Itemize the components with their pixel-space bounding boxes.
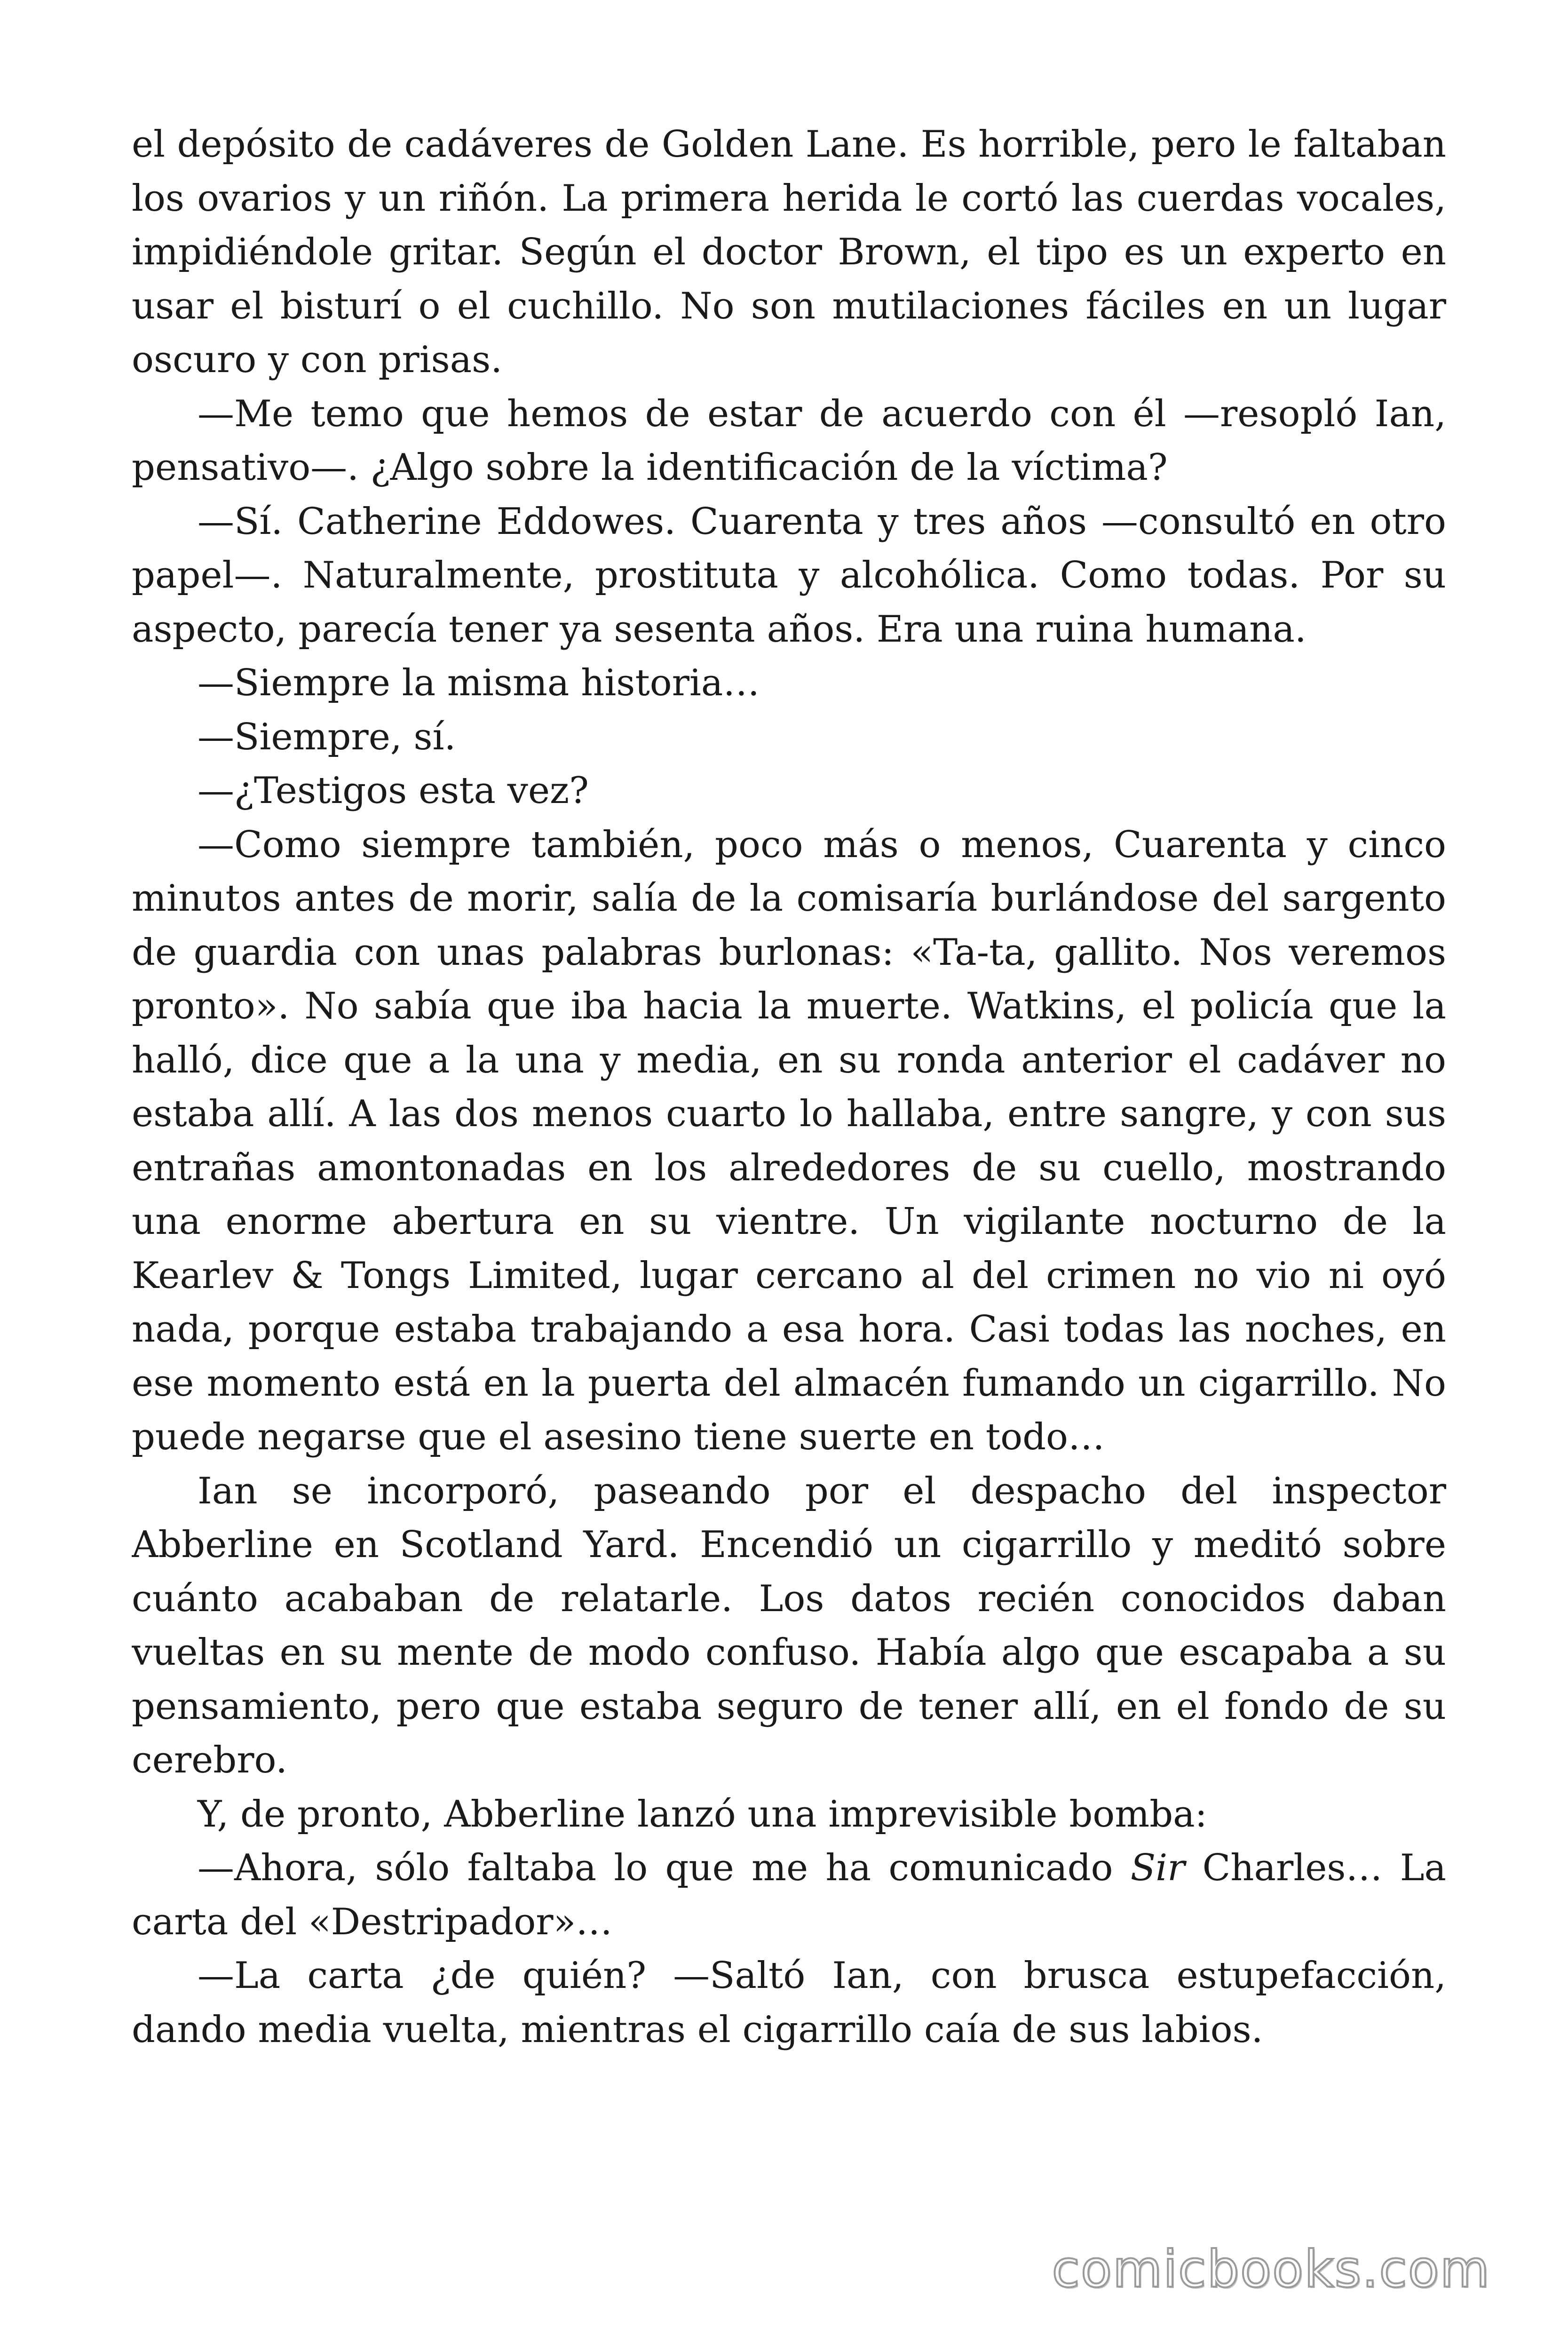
paragraph <box>132 118 1446 387</box>
paragraph <box>132 818 1446 1464</box>
page-text-body <box>132 118 1446 2057</box>
paragraph <box>132 1788 1446 1842</box>
paragraph-text: el depósito de cadáveres de Golden Lane. Es horrible, pero le faltaban los ovarios y un riñón. La primera herida le cortó las cuerdas vocales, impidiéndole gritar. Según el doctor Brown, el tipo es un experto en usar el bisturí o el cuchillo. No son mutilaciones fáciles en un lugar oscuro y con prisas. <box>132 123 1446 381</box>
paragraph-text: Y, de pronto, Abberline lanzó una imprevisible bomba: <box>198 1793 1207 1836</box>
paragraph <box>132 387 1446 495</box>
paragraph <box>132 764 1446 818</box>
paragraph-text: —Me temo que hemos de estar de acuerdo con él —resopló Ian, pensativo—. ¿Algo sobre la identificación de la víctima? <box>132 392 1446 489</box>
paragraph-text: —Como siempre también, poco más o menos, Cuarenta y cinco minutos antes de morir, salía de la comisaría burlándose del sargento de guardia con unas palabras burlonas: «Ta-ta, gallito. Nos veremos pronto». No sabía que iba hacia la muerte. Watkins, el policía que la halló, dice que a la una y media, en su ronda anterior el cadáver no estaba allí. A las dos menos cuarto lo hallaba, entre sangre, y con sus entrañas amontonadas en los alrededores de su cuello, mostrando una enorme abertura en su vientre. Un vigilante nocturno de la Kearlev & Tongs Limited, lugar cercano al del crimen no vio ni oyó nada, porque estaba trabajando a esa hora. Casi todas las noches, en ese momento está en la puerta del almacén fumando un cigarrillo. No puede negarse que el asesino tiene suerte en todo… <box>132 823 1446 1458</box>
paragraph-text: Charles… La carta del «Destripador»… <box>132 1847 1446 1943</box>
book-page <box>132 118 1446 2211</box>
paragraph <box>132 710 1446 764</box>
paragraph <box>132 495 1446 657</box>
italic-text: Sir <box>1130 1847 1185 1889</box>
paragraph <box>132 1949 1446 2057</box>
paragraph-text: —La carta ¿de quién? —Saltó Ian, con brusca estupefacción, dando media vuelta, mientras el cigarrillo caía de sus labios. <box>132 1955 1446 2051</box>
paragraph-text: —¿Testigos esta vez? <box>198 770 589 812</box>
paragraph-text: —Siempre, sí. <box>198 715 456 758</box>
paragraph-text: —Sí. Catherine Eddowes. Cuarenta y tres años —consultó en otro papel—. Naturalmente, prostituta y alcohólica. Como todas. Por su aspecto, parecía tener ya sesenta años. Era una ruina humana. <box>132 500 1446 651</box>
watermark: comicbooks.com <box>1052 2240 1490 2299</box>
paragraph <box>132 1464 1446 1788</box>
paragraph-text: —Siempre la misma historia… <box>198 662 760 704</box>
paragraph <box>132 1841 1446 1949</box>
paragraph <box>132 656 1446 710</box>
paragraph-text: —Ahora, sólo faltaba lo que me ha comunicado <box>198 1847 1131 1889</box>
paragraph-text: Ian se incorporó, paseando por el despacho del inspector Abberline en Scotland Yard. Encendió un cigarrillo y meditó sobre cuánto acababan de relatarle. Los datos recién conocidos daban vueltas en su mente de modo confuso. Había algo que escapaba a su pensamiento, pero que estaba seguro de tener allí, en el fondo de su cerebro. <box>132 1470 1446 1781</box>
